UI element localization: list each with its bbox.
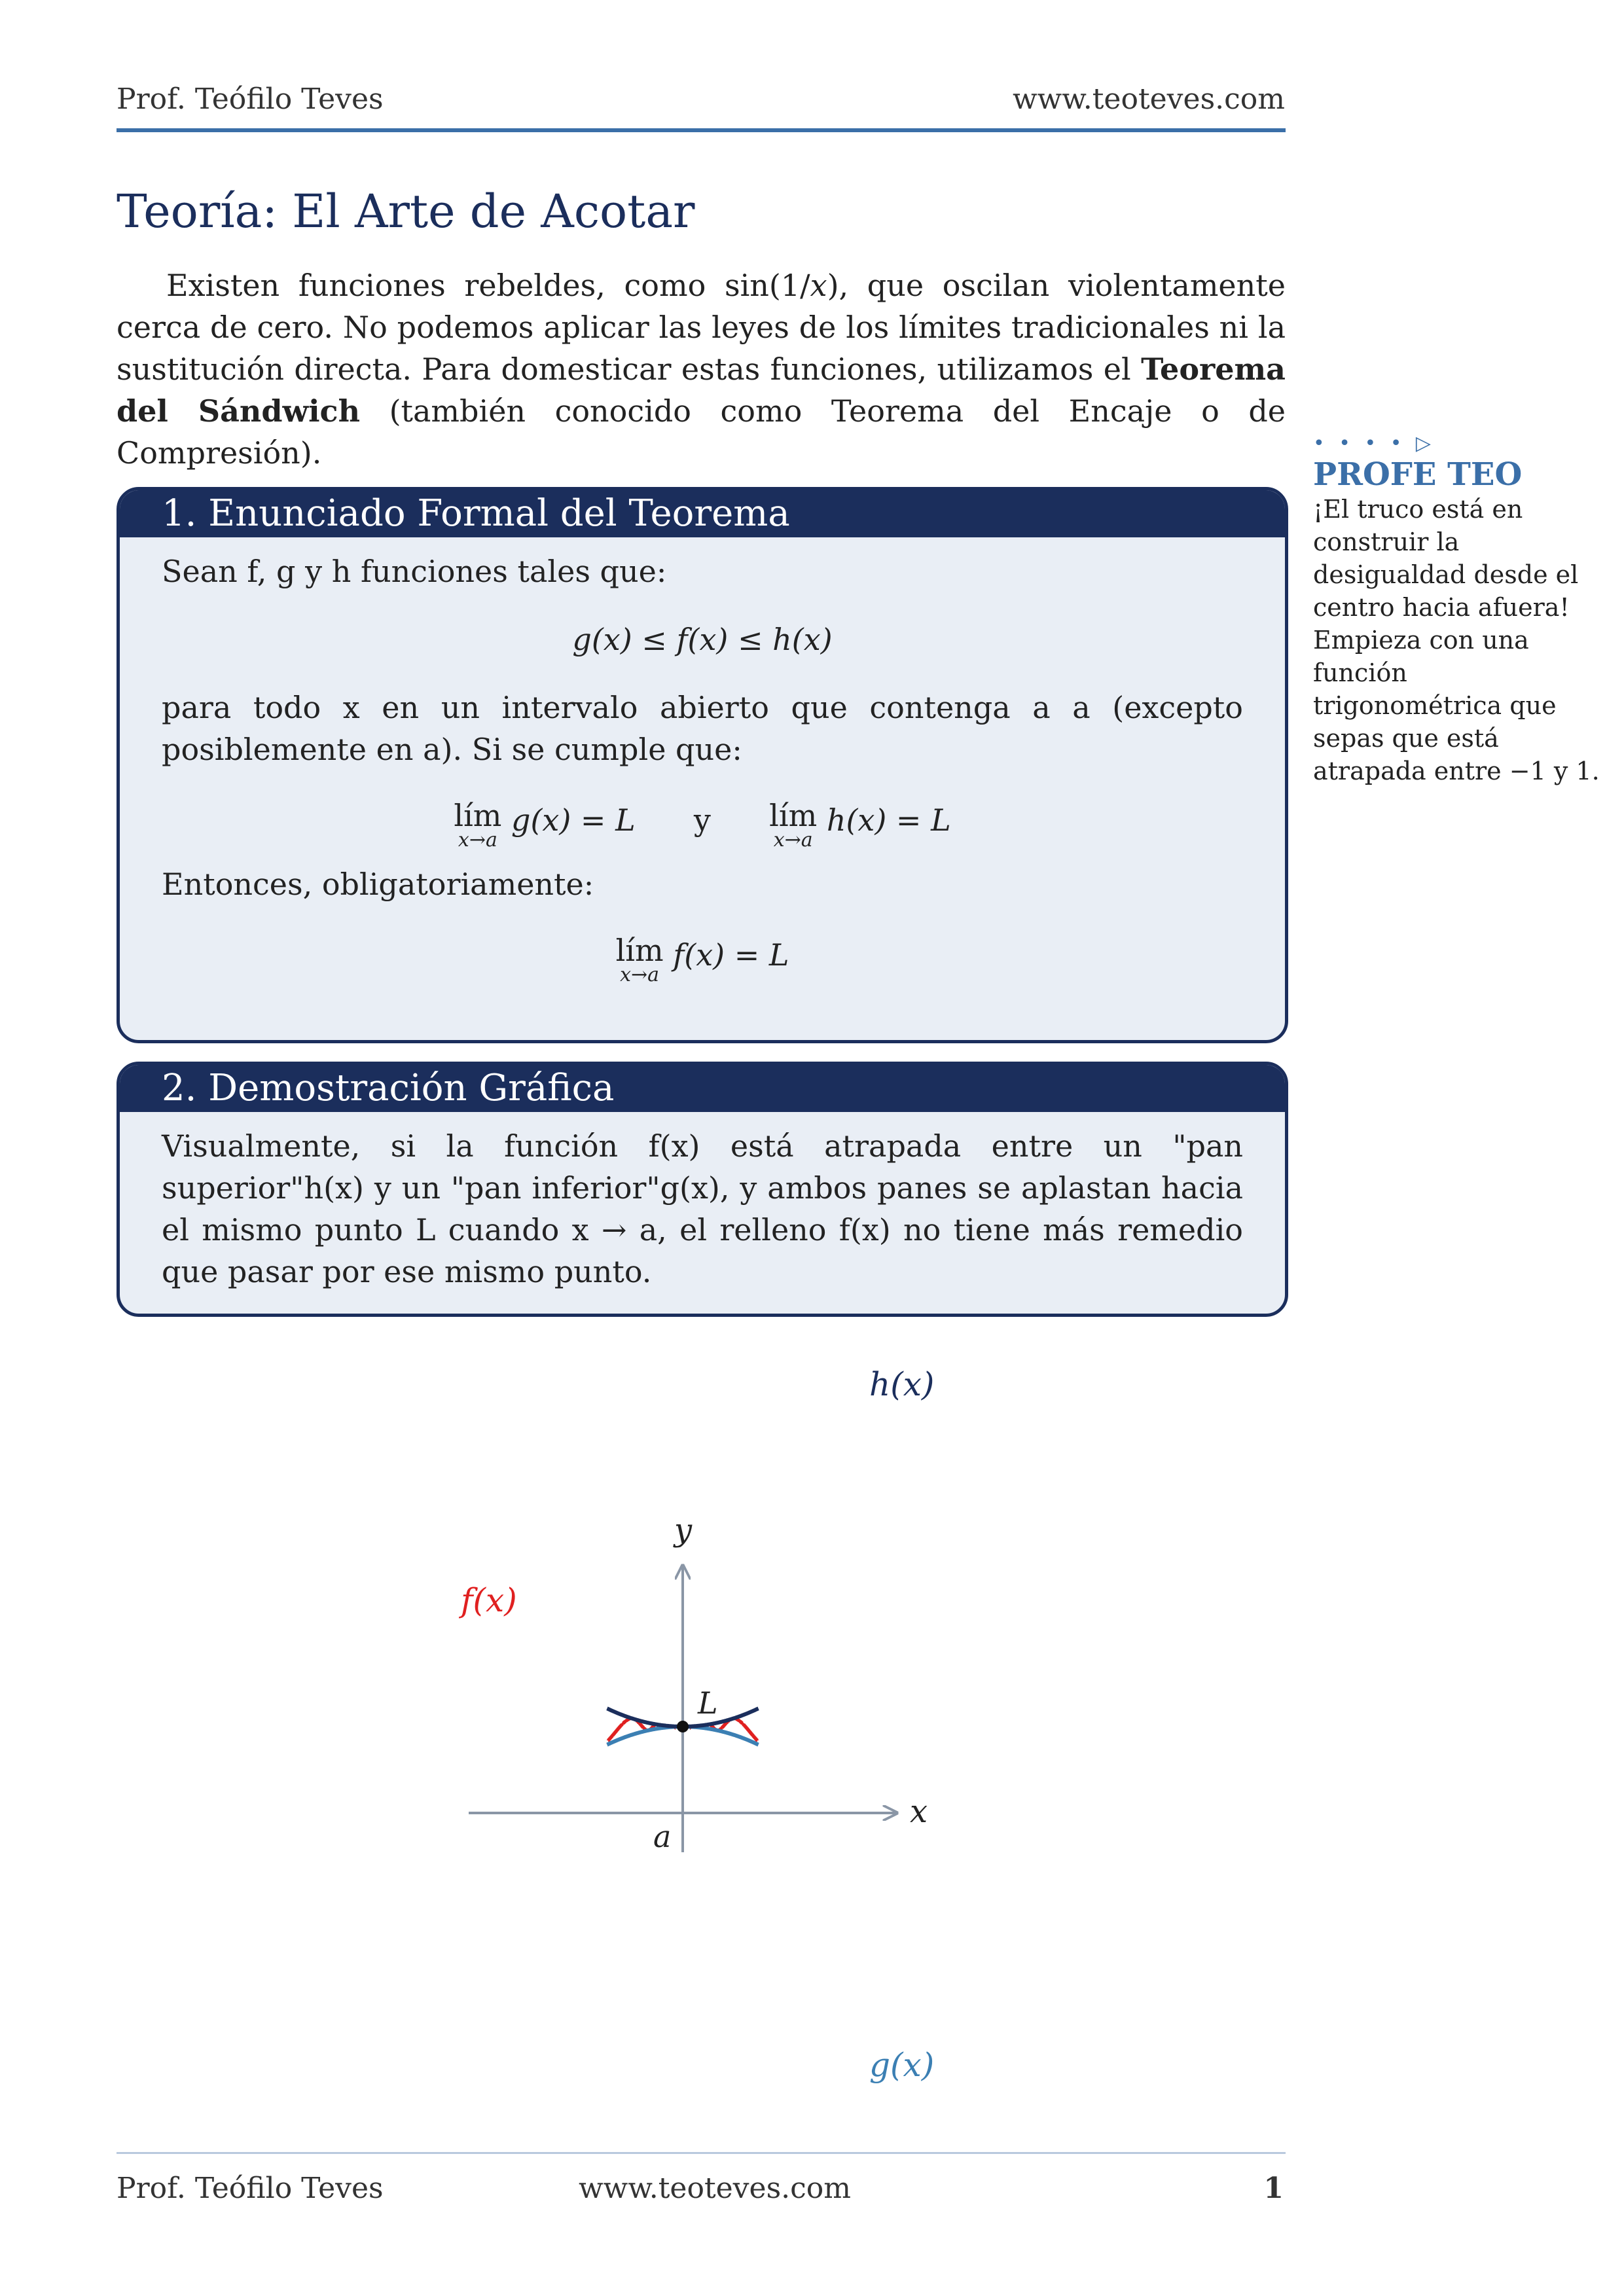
lim-f-expr: f(x) = L <box>673 937 789 973</box>
page-title: Teoría: El Arte de Acotar <box>117 185 695 238</box>
footer-website[interactable]: www.teoteves.com <box>579 2172 852 2205</box>
lim-f-operator: lím x→a <box>615 933 664 986</box>
note-text: ¡El truco está en construir la desigualdad desde el centro hacia afuera! Empieza con una función trigonométrica que sepas que está atrapada entre −1 y 1. <box>1313 495 1600 785</box>
box1-line3: Entonces, obligatoriamente: <box>162 867 594 902</box>
label-y: y <box>674 1512 693 1549</box>
box1-heading: 1. Enunciado Formal del Teorema <box>120 490 1285 537</box>
box1-line2: para todo x en un intervalo abierto que contenga a a (excepto posiblemente en a). Si se cumple que: <box>162 690 1243 767</box>
footer-author: Prof. Teófilo Teves <box>117 2172 384 2205</box>
lim-h-expr: h(x) = L <box>826 802 951 838</box>
page-number: 1 <box>1263 2172 1284 2205</box>
limit-point <box>677 1721 689 1732</box>
label-L: L <box>698 1685 718 1721</box>
box1-line1: Sean f, g y h funciones tales que: <box>162 554 667 589</box>
header-website[interactable]: www.teoteves.com <box>1012 82 1285 116</box>
box2-heading: 2. Demostración Gráfica <box>120 1065 1285 1112</box>
label-f: f(x) <box>461 1581 517 1619</box>
note-title: PROFE TEO <box>1313 456 1523 493</box>
lim-g-expr: g(x) = L <box>511 802 636 838</box>
note-arrow-icon: • • • • ▷ <box>1313 432 1435 455</box>
label-h: h(x) <box>869 1365 935 1403</box>
header-author: Prof. Teófilo Teves <box>117 82 384 116</box>
box1-inequality: g(x) ≤ f(x) ≤ h(x) <box>572 622 833 657</box>
lim-conjunction: y <box>693 802 711 838</box>
intro-bold-theorem: Teorema del Sándwich <box>117 351 1286 429</box>
label-x: x <box>910 1793 928 1830</box>
lim-g-operator: lím x→a <box>454 798 502 852</box>
intro-var-x: x <box>810 268 827 303</box>
box2-text: Visualmente, si la función f(x) está atrapada entre un "pan superior"h(x) y un "pan inferior"g(x), y ambos panes se aplastan hacia el mismo punto L cuando x → a, el relleno f(x) no tiene más remedio que pasar por ese mismo punto. <box>162 1128 1243 1289</box>
intro-text-3: (también conocido como Teorema del Encaje o de Compresión). <box>117 393 1286 471</box>
label-a: a <box>653 1819 672 1854</box>
lim-h-operator: lím x→a <box>769 798 818 852</box>
intro-text-1: Existen funciones rebeldes, como sin(1/ <box>166 268 810 303</box>
footer-divider <box>117 2152 1286 2154</box>
label-g: g(x) <box>869 2046 935 2084</box>
intro-text-2: ), que oscilan violentamente cerca de cero. No podemos aplicar las leyes de los límites tradicionales ni la sustitución directa. Para domesticar estas funciones, utilizamos el <box>117 268 1286 387</box>
